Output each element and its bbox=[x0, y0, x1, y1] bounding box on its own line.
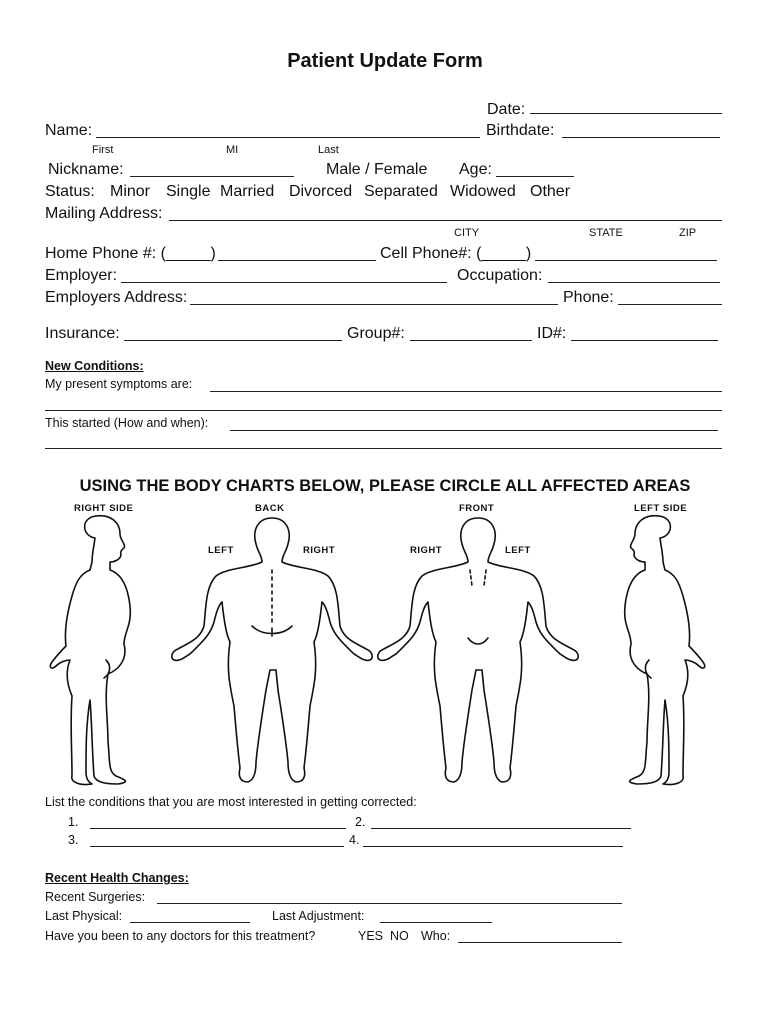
age-label: Age: bbox=[459, 161, 492, 178]
employer-phone-label: Phone: bbox=[563, 289, 614, 306]
date-row bbox=[487, 100, 722, 119]
status-separated[interactable]: Separated bbox=[364, 183, 438, 200]
name-mi-caption: MI bbox=[226, 144, 239, 156]
cell-phone-field[interactable] bbox=[535, 260, 717, 261]
name-first-caption: First bbox=[92, 144, 114, 156]
employer-phone-field[interactable] bbox=[618, 304, 722, 305]
mailing-address-label: Mailing Address: bbox=[45, 205, 163, 222]
started-field-line-2[interactable] bbox=[45, 448, 722, 449]
address-zip-caption: ZIP bbox=[679, 227, 697, 239]
left-side-figure[interactable] bbox=[625, 516, 705, 785]
symptoms-label: My present symptoms are: bbox=[45, 377, 193, 391]
date-label: Date: bbox=[487, 101, 526, 118]
cell-phone-label: Cell Phone#: (_____) bbox=[380, 245, 532, 262]
status-minor[interactable]: Minor bbox=[110, 183, 151, 200]
group-field[interactable] bbox=[410, 340, 532, 341]
last-physical-field[interactable] bbox=[130, 922, 250, 923]
employers-address-field[interactable] bbox=[190, 304, 558, 305]
name-field[interactable] bbox=[96, 137, 480, 138]
new-conditions-heading: New Conditions: bbox=[45, 359, 144, 373]
home-phone-field[interactable] bbox=[218, 260, 376, 261]
status-widowed[interactable]: Widowed bbox=[450, 183, 516, 200]
back-left-label: LEFT bbox=[208, 545, 234, 556]
employer-label: Employer: bbox=[45, 267, 118, 284]
condition-3-number: 3. bbox=[68, 833, 79, 847]
birthdate-label: Birthdate: bbox=[486, 122, 555, 139]
left-side-label: LEFT SIDE bbox=[634, 503, 688, 514]
date-field[interactable] bbox=[530, 100, 722, 114]
recent-health-heading: Recent Health Changes: bbox=[45, 871, 189, 885]
front-right-label: RIGHT bbox=[410, 545, 443, 556]
who-label: Who: bbox=[421, 929, 451, 943]
condition-2-number: 2. bbox=[355, 815, 366, 829]
birthdate-field[interactable] bbox=[562, 137, 720, 138]
id-field[interactable] bbox=[571, 340, 718, 341]
who-field[interactable] bbox=[458, 942, 622, 943]
sex-options[interactable]: Male / Female bbox=[326, 161, 428, 178]
employer-field[interactable] bbox=[121, 282, 447, 283]
back-label: BACK bbox=[255, 503, 285, 514]
back-right-label: RIGHT bbox=[303, 545, 336, 556]
condition-4-number: 4. bbox=[349, 833, 360, 847]
last-adjustment-field[interactable] bbox=[380, 922, 492, 923]
front-figure[interactable] bbox=[378, 518, 578, 782]
last-physical-label: Last Physical: bbox=[45, 909, 123, 923]
front-label: FRONT bbox=[459, 503, 495, 514]
doctors-yes-option[interactable]: YES bbox=[358, 929, 384, 943]
name-label: Name: bbox=[45, 122, 93, 139]
name-last-caption: Last bbox=[318, 144, 339, 156]
symptoms-field-line-2[interactable] bbox=[45, 410, 722, 411]
address-state-caption: STATE bbox=[589, 227, 623, 239]
condition-1-field[interactable] bbox=[90, 828, 346, 829]
started-field[interactable] bbox=[230, 430, 718, 431]
nickname-label: Nickname: bbox=[48, 161, 124, 178]
right-side-label: RIGHT SIDE bbox=[74, 503, 134, 514]
form-title: Patient Update Form bbox=[287, 50, 483, 72]
insurance-label: Insurance: bbox=[45, 325, 120, 342]
mailing-address-field[interactable] bbox=[169, 220, 722, 221]
surgeries-label: Recent Surgeries: bbox=[45, 890, 146, 904]
surgeries-field[interactable] bbox=[157, 903, 622, 904]
front-left-label: LEFT bbox=[505, 545, 531, 556]
symptoms-field[interactable] bbox=[210, 391, 722, 392]
age-field[interactable] bbox=[496, 176, 574, 177]
employers-address-label: Employers Address: bbox=[45, 289, 188, 306]
group-label: Group#: bbox=[347, 325, 405, 342]
status-divorced[interactable]: Divorced bbox=[289, 183, 353, 200]
right-side-figure[interactable] bbox=[50, 516, 130, 785]
nickname-field[interactable] bbox=[130, 176, 294, 177]
status-other[interactable]: Other bbox=[530, 183, 571, 200]
insurance-field[interactable] bbox=[124, 340, 342, 341]
last-adjustment-label: Last Adjustment: bbox=[272, 909, 365, 923]
status-label: Status: bbox=[45, 183, 95, 200]
doctors-question: Have you been to any doctors for this treatment? bbox=[45, 929, 316, 943]
body-charts[interactable] bbox=[0, 510, 770, 800]
started-label: This started (How and when): bbox=[45, 416, 209, 430]
body-chart-instruction: USING THE BODY CHARTS BELOW, PLEASE CIRCLE ALL AFFECTED AREAS bbox=[79, 477, 691, 495]
home-phone-label: Home Phone #: (_____) bbox=[45, 245, 216, 262]
condition-3-field[interactable] bbox=[90, 846, 344, 847]
occupation-label: Occupation: bbox=[457, 267, 543, 284]
status-single[interactable]: Single bbox=[166, 183, 211, 200]
occupation-field[interactable] bbox=[548, 282, 720, 283]
back-figure[interactable] bbox=[172, 518, 372, 782]
address-city-caption: CITY bbox=[454, 227, 480, 239]
id-label: ID#: bbox=[537, 325, 567, 342]
status-married[interactable]: Married bbox=[220, 183, 275, 200]
conditions-prompt: List the conditions that you are most interested in getting corrected: bbox=[45, 795, 417, 809]
condition-4-field[interactable] bbox=[363, 846, 623, 847]
condition-2-field[interactable] bbox=[371, 828, 631, 829]
condition-1-number: 1. bbox=[68, 815, 79, 829]
doctors-no-option[interactable]: NO bbox=[390, 929, 409, 943]
